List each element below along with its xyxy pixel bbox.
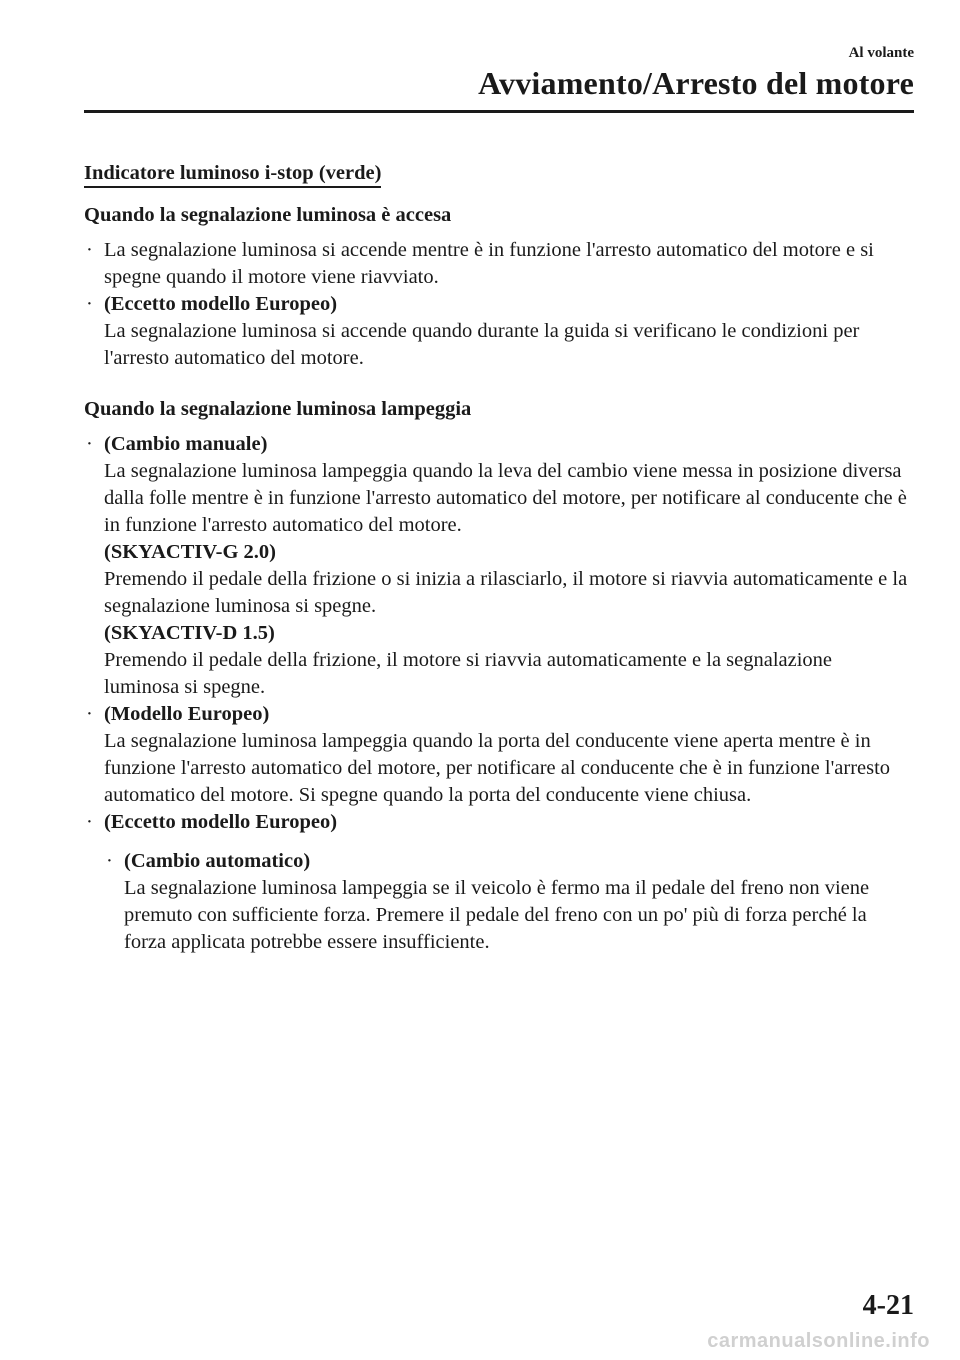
section-heading: Indicatore luminoso i-stop (verde) bbox=[84, 161, 381, 188]
bullet-icon: · bbox=[86, 703, 93, 725]
item-text: Premendo il pedale della frizione o si inizia a rilasciarlo, il motore si riavvia automaticamente e la segnalazione luminosa si spegne. bbox=[104, 568, 908, 617]
model-label: (SKYACTIV-G 2.0) bbox=[104, 541, 276, 563]
nested-list bbox=[104, 848, 912, 956]
item-text: La segnalazione luminosa lampeggia quando la porta del conducente viene aperta mentre è in funzione l'arresto automatico del motore, per notificare al conducente che è in funzione l'arresto automatico del motore. Si spegne quando la porta del conducente viene chiusa. bbox=[104, 730, 891, 806]
subheading-lit: Quando la segnalazione luminosa è accesa bbox=[84, 204, 452, 226]
list-item bbox=[84, 809, 912, 956]
item-text: Premendo il pedale della frizione, il motore si riavvia automaticamente e la segnalazione luminosa si spegne. bbox=[104, 649, 833, 698]
list-item bbox=[84, 291, 912, 372]
item-text: La segnalazione luminosa lampeggia se il veicolo è fermo ma il pedale del freno non viene premuto con sufficiente forza. Premere il pedale del freno con un po' più di forza perché la forza applicata potrebbe essere insufficiente. bbox=[124, 877, 870, 953]
bullet-icon: · bbox=[86, 239, 93, 261]
page-number: 4-21 bbox=[862, 1290, 914, 1321]
subheading-flashing: Quando la segnalazione luminosa lampeggia bbox=[84, 398, 472, 420]
bullet-icon: · bbox=[106, 850, 113, 872]
list-item bbox=[84, 431, 912, 701]
item-title: (Cambio manuale) bbox=[104, 433, 268, 455]
bullet-list-flashing bbox=[84, 431, 912, 956]
item-text: La segnalazione luminosa si accende mentre è in funzione l'arresto automatico del motore e si spegne quando il motore viene riavviato. bbox=[104, 239, 874, 288]
item-title: (Eccetto modello Europeo) bbox=[104, 293, 338, 315]
bullet-icon: · bbox=[86, 293, 93, 315]
bullet-icon: · bbox=[86, 433, 93, 455]
item-text: La segnalazione luminosa lampeggia quando la leva del cambio viene messa in posizione diversa dalla folle mentre è in funzione l'arresto automatico del motore, per notificare al conducente che è in funzione l'arresto automatico del motore. bbox=[104, 460, 907, 536]
list-item bbox=[84, 701, 912, 809]
page-header bbox=[478, 44, 914, 102]
model-label: (SKYACTIV-D 1.5) bbox=[104, 622, 275, 644]
bullet-list-lit bbox=[84, 237, 912, 372]
item-title: (Eccetto modello Europeo) bbox=[104, 811, 338, 833]
item-title: (Cambio automatico) bbox=[124, 850, 311, 872]
section-label: Al volante bbox=[848, 45, 914, 61]
item-text: La segnalazione luminosa si accende quando durante la guida si verificano le condizioni per l'arresto automatico del motore. bbox=[104, 320, 860, 369]
list-item bbox=[104, 848, 912, 956]
list-item bbox=[84, 237, 912, 291]
main-content bbox=[84, 160, 912, 956]
bullet-icon: · bbox=[86, 811, 93, 833]
header-divider bbox=[84, 110, 914, 113]
item-title: (Modello Europeo) bbox=[104, 703, 270, 725]
chapter-title: Avviamento/Arresto del motore bbox=[478, 65, 914, 101]
site-watermark: carmanualsonline.info bbox=[707, 1330, 930, 1352]
